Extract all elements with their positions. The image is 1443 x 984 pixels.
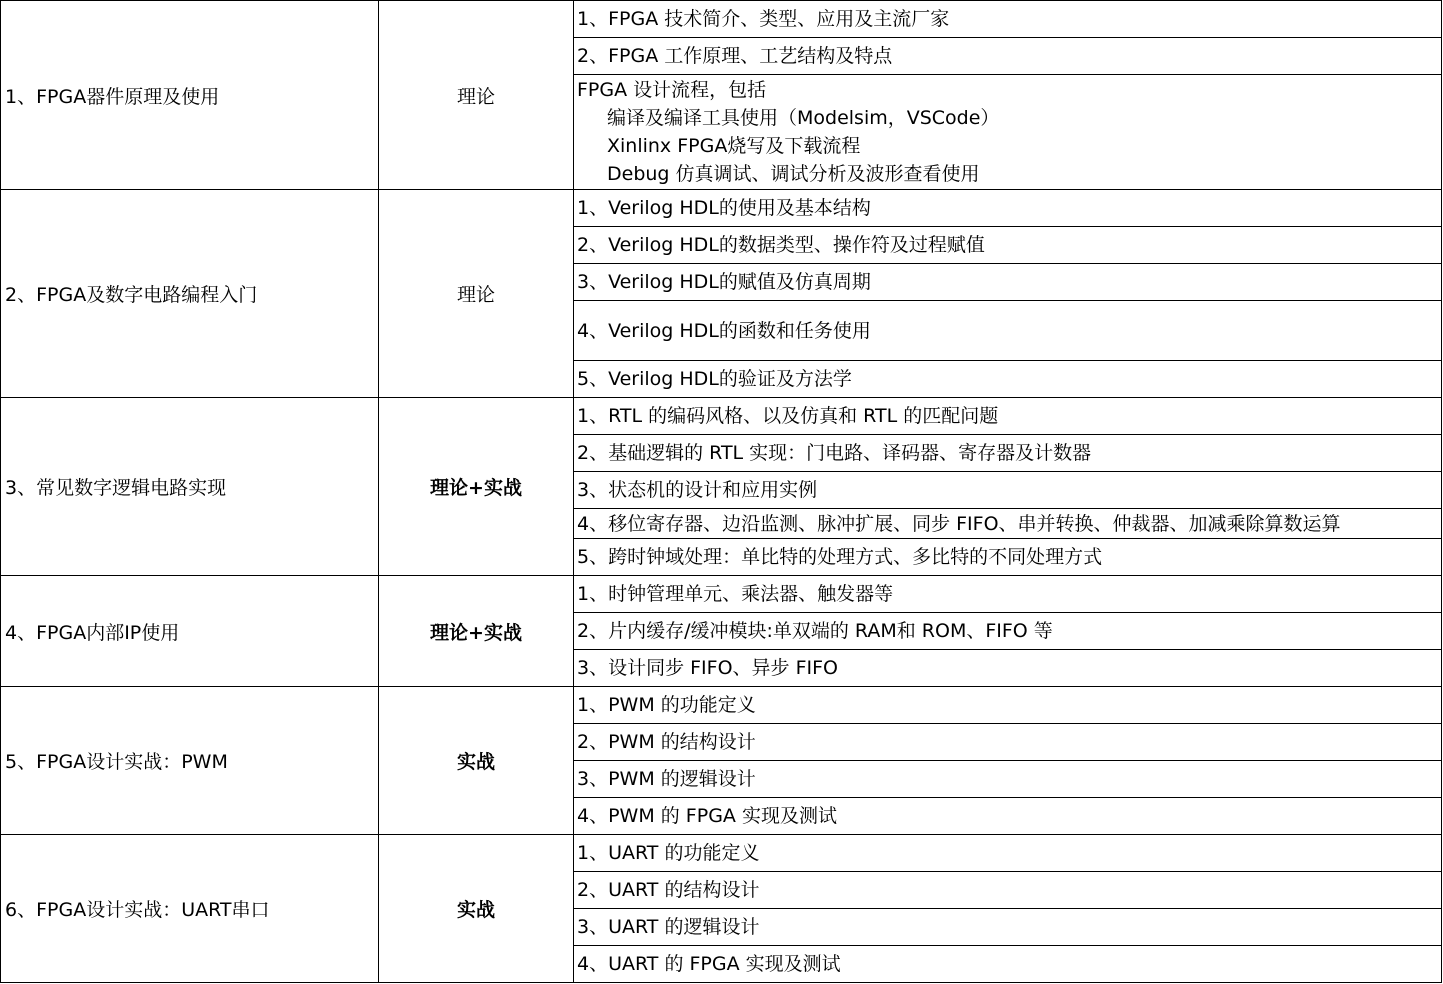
topic-line: 1、RTL 的编码风格、以及仿真和 RTL 的匹配问题 <box>577 405 999 427</box>
module-title-cell: 6、FPGA设计实战：UART串口 <box>1 835 379 983</box>
topic-cell <box>574 38 1442 75</box>
table-row <box>1 1 1442 38</box>
topic-line: 1、FPGA 技术简介、类型、应用及主流厂家 <box>577 8 950 30</box>
module-title-cell: 4、FPGA内部IP使用 <box>1 576 379 687</box>
table-row <box>1 687 1442 724</box>
topic-cell <box>574 946 1442 983</box>
module-title-cell: 5、FPGA设计实战：PWM <box>1 687 379 835</box>
topic-line: 4、PWM 的 FPGA 实现及测试 <box>577 805 837 827</box>
topic-line: FPGA 设计流程，包括 <box>577 79 767 101</box>
topic-line: 4、Verilog HDL的函数和任务使用 <box>577 319 871 342</box>
topic-cell <box>574 613 1442 650</box>
table-row <box>1 190 1442 227</box>
topic-line: 5、跨时钟域处理：单比特的处理方式、多比特的不同处理方式 <box>577 546 1103 568</box>
module-title-cell: 2、FPGA及数字电路编程入门 <box>1 190 379 398</box>
module-type-cell: 实战 <box>379 835 574 983</box>
topic-line: 编译及编译工具使用（Modelsim，VSCode） <box>607 107 1000 129</box>
topic-line: 3、设计同步 FIFO、异步 FIFO <box>577 657 838 679</box>
topic-cell <box>574 909 1442 946</box>
topic-line: Xinlinx FPGA烧写及下载流程 <box>607 135 861 157</box>
topic-line: 3、UART 的逻辑设计 <box>577 916 760 938</box>
course-table-body <box>1 1 1442 983</box>
topic-cell <box>574 472 1442 509</box>
topic-line: 4、UART 的 FPGA 实现及测试 <box>577 953 841 975</box>
module-type-cell: 实战 <box>379 687 574 835</box>
module-type-cell: 理论+实战 <box>379 576 574 687</box>
topic-cell <box>574 361 1442 398</box>
topic-line: 1、PWM 的功能定义 <box>577 694 756 716</box>
topic-line: 2、Verilog HDL的数据类型、操作符及过程赋值 <box>577 234 985 256</box>
topic-cell <box>574 227 1442 264</box>
module-title-cell: 3、常见数字逻辑电路实现 <box>1 398 379 576</box>
module-type-cell: 理论+实战 <box>379 398 574 576</box>
topic-cell <box>574 872 1442 909</box>
topic-cell <box>574 435 1442 472</box>
topic-cell <box>574 1 1442 38</box>
topic-cell <box>574 75 1442 190</box>
topic-cell <box>574 687 1442 724</box>
topic-line: 3、Verilog HDL的赋值及仿真周期 <box>577 271 871 293</box>
topic-line: Debug 仿真调试、调试分析及波形查看使用 <box>607 163 980 185</box>
topic-cell <box>574 761 1442 798</box>
topic-cell <box>574 509 1442 539</box>
topic-cell <box>574 301 1442 361</box>
topic-cell <box>574 650 1442 687</box>
topic-line: 3、状态机的设计和应用实例 <box>577 479 818 501</box>
topic-cell <box>574 835 1442 872</box>
topic-line: 3、PWM 的逻辑设计 <box>577 768 756 790</box>
topic-line: 1、Verilog HDL的使用及基本结构 <box>577 197 871 219</box>
topic-line: 2、UART 的结构设计 <box>577 879 760 901</box>
topic-cell <box>574 724 1442 761</box>
topic-line: 2、PWM 的结构设计 <box>577 731 756 753</box>
topic-line: 1、时钟管理单元、乘法器、触发器等 <box>577 583 894 605</box>
module-type-cell: 理论 <box>379 1 574 190</box>
topic-line: 2、FPGA 工作原理、工艺结构及特点 <box>577 45 893 67</box>
table-row <box>1 835 1442 872</box>
table-row <box>1 398 1442 435</box>
topic-cell <box>574 264 1442 301</box>
topic-cell <box>574 398 1442 435</box>
topic-cell <box>574 798 1442 835</box>
table-row <box>1 576 1442 613</box>
topic-line: 2、片内缓存/缓冲模块:单双端的 RAM和 ROM、FIFO 等 <box>577 620 1053 642</box>
topic-cell <box>574 539 1442 576</box>
topic-line: 2、基础逻辑的 RTL 实现：门电路、译码器、寄存器及计数器 <box>577 442 1092 464</box>
topic-cell <box>574 190 1442 227</box>
topic-line: 5、Verilog HDL的验证及方法学 <box>577 368 852 390</box>
topic-line: 1、UART 的功能定义 <box>577 842 760 864</box>
topic-line: 4、移位寄存器、边沿监测、脉冲扩展、同步 FIFO、串并转换、仲裁器、加减乘除算数运算 <box>577 512 1341 535</box>
module-title-cell: 1、FPGA器件原理及使用 <box>1 1 379 190</box>
topic-cell <box>574 576 1442 613</box>
module-type-cell: 理论 <box>379 190 574 398</box>
